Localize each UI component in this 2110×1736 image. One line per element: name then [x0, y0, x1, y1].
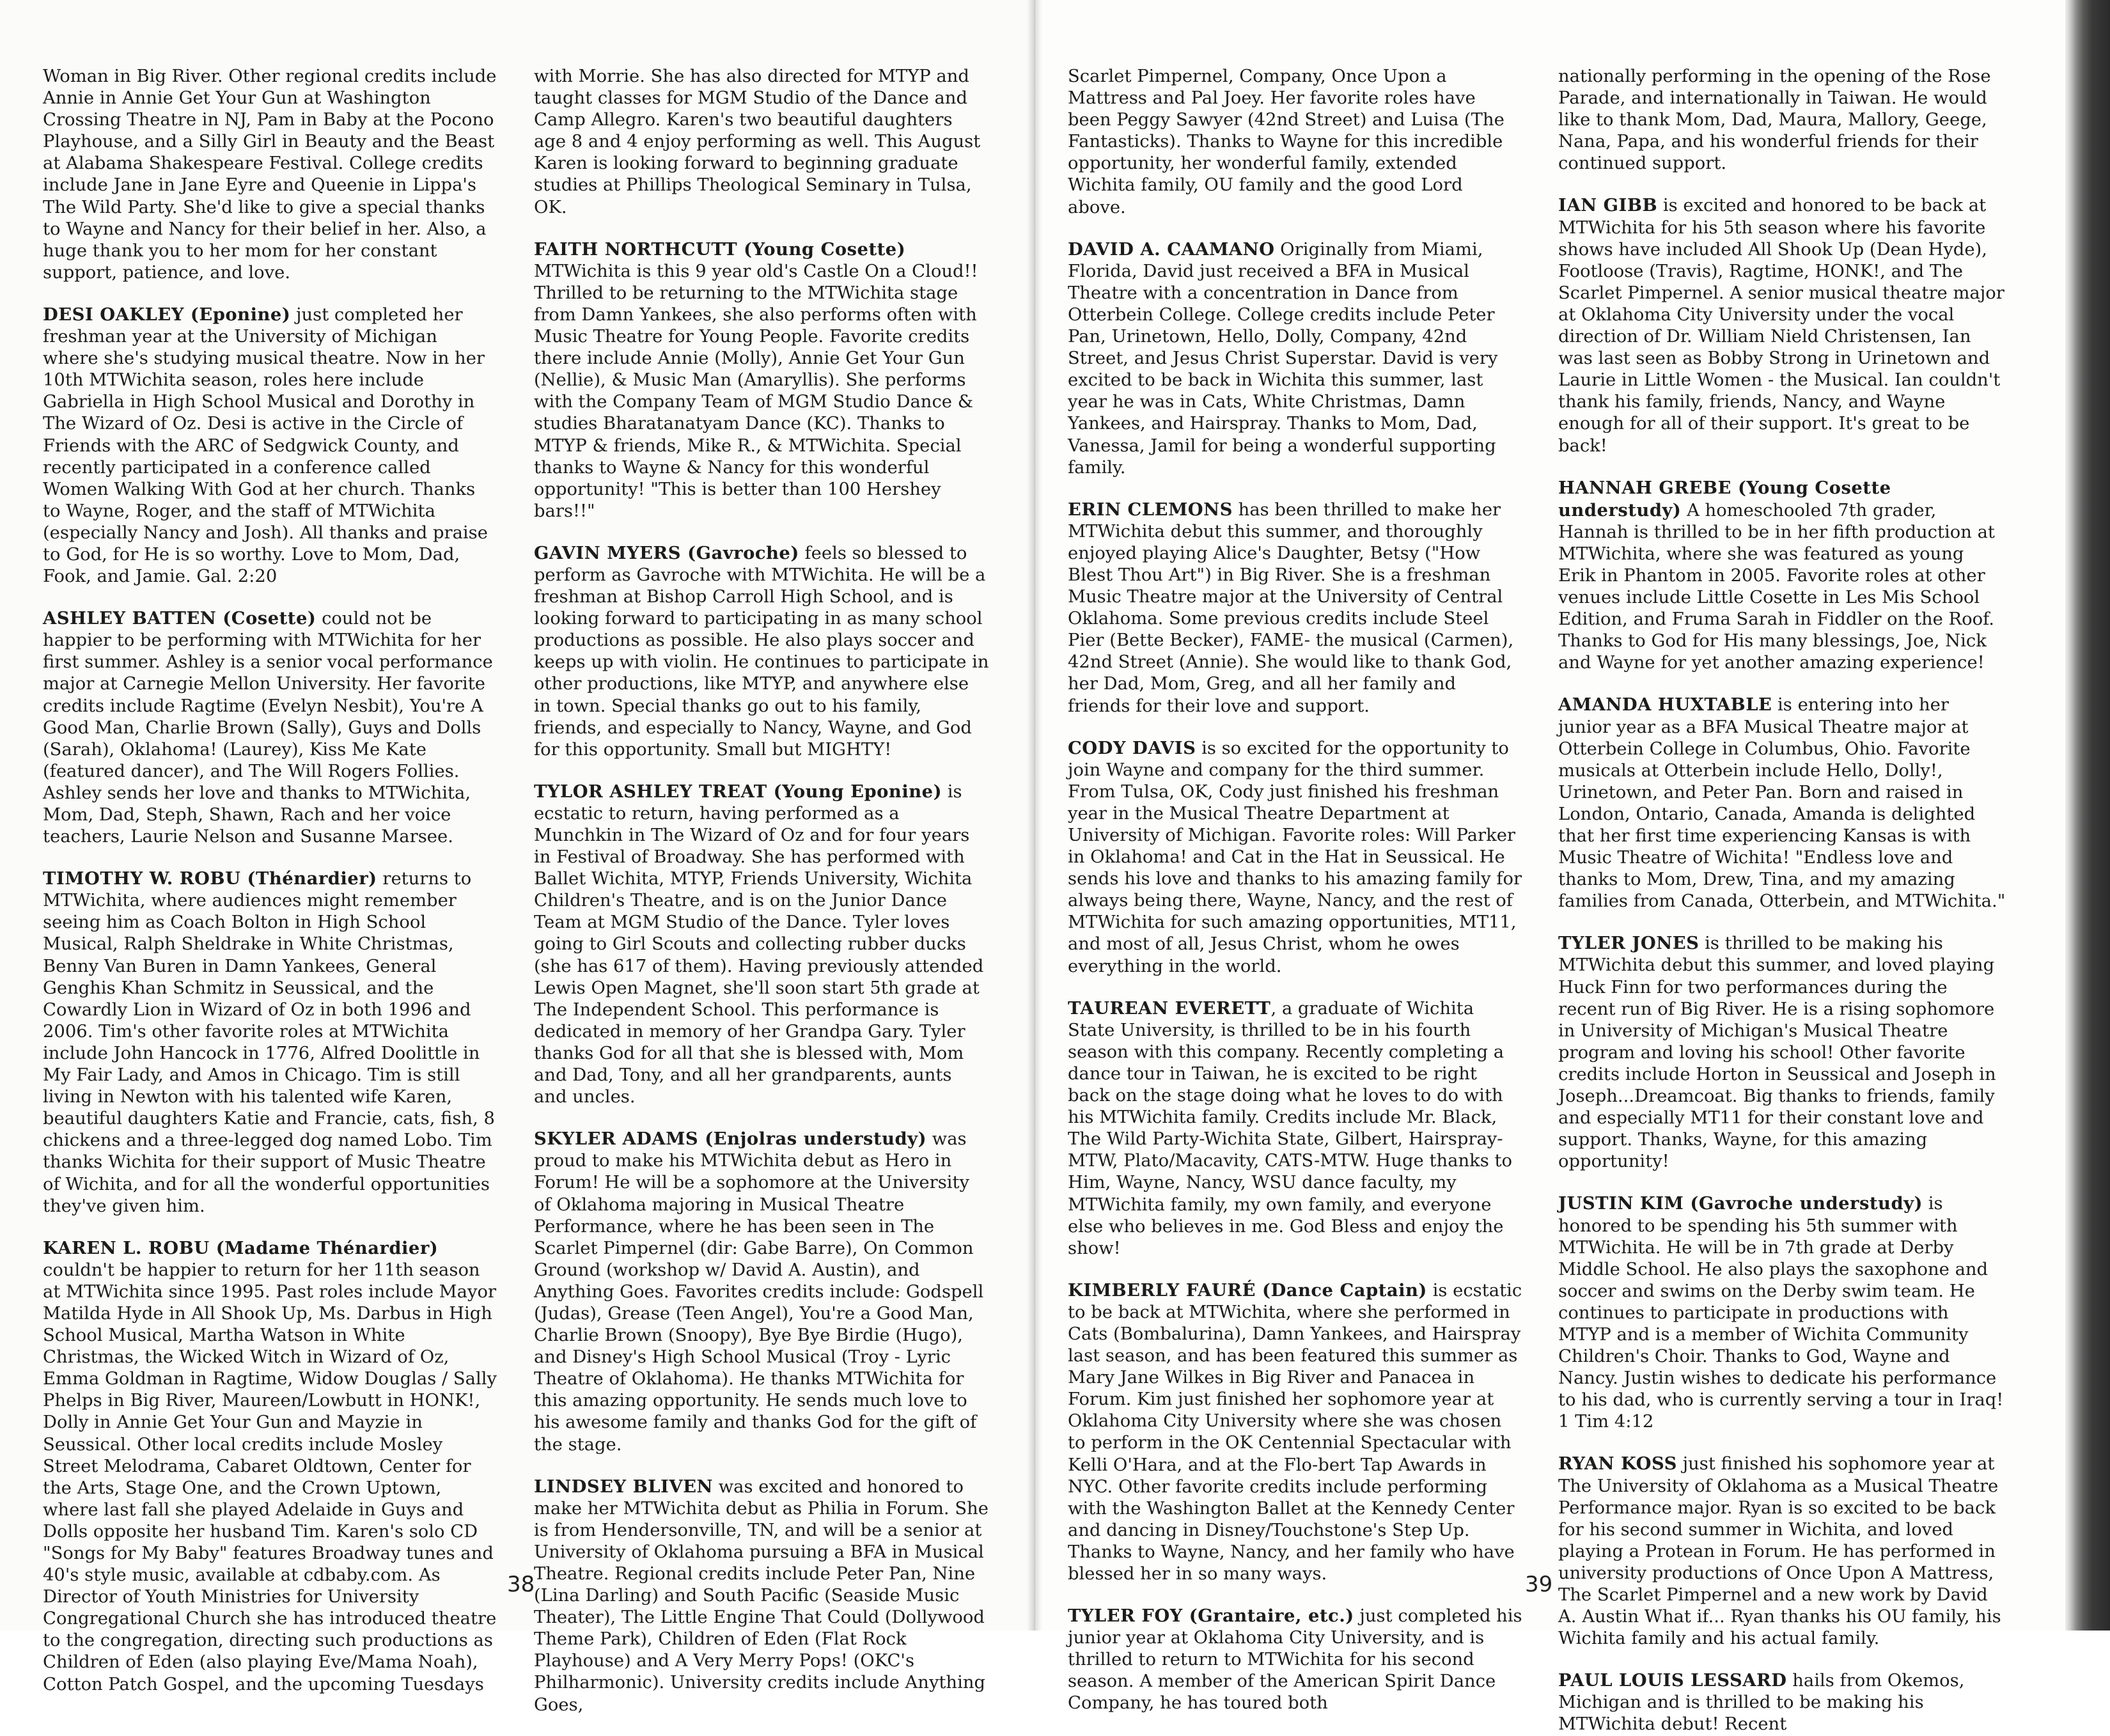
bio-text: hails from Okemos, Michigan and is thrilled to be making his MTWichita debut! Recent [1558, 1671, 1965, 1735]
bio-text: could not be happier to be performing with MTWichita for her first summer. Ashley is a senior vocal performance major at Carnegie Mellon University. Her favorite credits include Ragtime (Evelyn Nesbit), You're A Good Man, Charlie Brown (Sally), Guys and Dolls (Sarah), Oklahoma! (Laurey), Kiss Me Kate (featured dancer), and The Will Rogers Follies. Ashley sends her love and thanks to MTWichita, Mom, Dad, Steph, Shawn, Rach and her voice teachers, Laurie Nelson and Susanne Marsee. [43, 609, 493, 847]
performer-name: KAREN L. ROBU (Madame Thénardier) [43, 1237, 439, 1258]
bio-text: is so excited for the opportunity to join Wayne and company for the third summer. From Tulsa, OK, Cody just finished his freshman year in the Musical Theatre Department at University of Michigan. Favorite roles: Will Parker in Oklahoma! and Cat in the Hat in Seussical. He sends his love and thanks to his amazing family for always being there, Wayne, Nancy, and the rest of MTWichita for such amazing opportunities, MT11, and most of all, Jesus Christ, whom he owes everything in the world. [1068, 738, 1522, 976]
performer-name: GAVIN MYERS (Gavroche) [534, 542, 799, 563]
bio-entry [43, 607, 498, 848]
bio-text: just finished his sophomore year at The University of Oklahoma as a Musical Theatre Performance major. Ryan is so excited to be back for his second summer in Wichita, and loved playing a Protean in Forum. He has performed in university productions of Once Upon A Mattress, The Scarlet Pimpernel and a new work by David A. Austin What if... Ryan thanks his OU family, his Wichita family and his actual family. [1558, 1454, 2001, 1649]
book-spine [1027, 0, 1042, 1630]
performer-name: HANNAH GREBE (Young Cosette understudy) [1558, 477, 1891, 520]
bio-text: just completed his junior year at Oklahoma City University, and is thrilled to return to MTWichita for his second season. A member of the American Spirit Dance Company, he has toured both [1068, 1606, 1522, 1714]
bio-entry [1068, 1605, 1523, 1714]
bio-entry [534, 239, 989, 522]
bio-text: was excited and honored to make her MTWichita debut as Philia in Forum. She is from Hendersonville, TN, and will be a senior at University of Oklahoma pursuing a BFA in Musical Theatre. Regional credits include Peter Pan, Nine (Lina Darling) and South Pacific (Seaside Music Theater), The Little Engine That Could (Dollywood Theme Park), Children of Eden (Flat Rock Playhouse) and A Very Merry Pops! (OKC's Philharmonic). University credits include Anything Goes, [534, 1476, 989, 1715]
bio-text: , a graduate of Wichita State University, is thrilled to be in his fourth season with this company. Recently completing a dance tour in Taiwan, he is excited to be right back on the stage doing what he loves to do with his MTWichita family. Credits include Mr. Black, The Wild Party-Wichita State, Gilbert, Hairspray-MTW, Plato/Macavity, CATS-MTW. Huge thanks to Him, Wayne, Nancy, WSU dance faculty, my MTWichita family, my own family, and everyone else who believes in me. God Bless and enjoy the show! [1068, 998, 1512, 1258]
bio-entry [1068, 737, 1523, 978]
performer-name: CODY DAVIS [1068, 737, 1196, 758]
performer-name: KIMBERLY FAURÉ (Dance Captain) [1068, 1279, 1427, 1301]
bio-text: has been thrilled to make her MTWichita debut this summer, and thoroughly enjoyed playing Alice's Daughter, Betsy ("How Blest Thou Art") in Big River. She is a freshman Music Theatre major at the University of Central Oklahoma. Some previous credits include Steel Pier (Bette Becker), FAME- the musical (Carmen), 42nd Street (Annie). She would like to thank God, her Dad, Mom, Greg, and all her family and friends for their love and support. [1068, 499, 1514, 716]
bio-text: is thrilled to be making his MTWichita debut this summer, and loved playing Huck Finn for two performances during the recent run of Big River. He is a rising sophomore in University of Michigan's Musical Theatre program and loving his school! Other favorite credits include Horton in Seussical and Joseph in Joseph...Dreamcoat. Big thanks to friends, family and especially MT11 for their constant love and support. Thanks, Wayne, for this amazing opportunity! [1558, 934, 1996, 1172]
bio-continuation [1558, 66, 2006, 175]
performer-name: PAUL LOUIS LESSARD [1558, 1670, 1787, 1691]
bio-entry [43, 304, 498, 588]
bio-continuation [1068, 66, 1523, 219]
column-2 [534, 66, 989, 1715]
performer-name: ERIN CLEMONS [1068, 499, 1233, 520]
bio-entry [1558, 932, 2006, 1173]
bio-text: Woman in Big River. Other regional credits include Annie in Annie Get Your Gun at Washington Crossing Theatre in NJ, Pam in Baby at the Pocono Playhouse, and a Silly Girl in Beauty and the Beast at Alabama Shakespeare Festival. College credits include Jane in Jane Eyre and Queenie in Lippa's The Wild Party. She'd like to give a special thanks to Wayne and Nancy for their belief in her. Also, a huge thank you to her mom for her constant support, patience, and love. [43, 66, 497, 283]
bio-continuation [43, 66, 498, 284]
performer-name: ASHLEY BATTEN (Cosette) [43, 608, 316, 629]
bio-text: nationally performing in the opening of the Rose Parade, and internationally in Taiwan. He would like to thank Mom, Dad, Maura, Mallory, Geege, Nana, Papa, and his wonderful friends for their continued support. [1558, 66, 1991, 174]
column-1 [43, 66, 498, 1694]
bio-entry [1558, 694, 2006, 912]
bio-entry [1068, 997, 1523, 1260]
bio-entry [1558, 194, 2006, 457]
bio-entry [534, 1476, 989, 1716]
performer-name: SKYLER ADAMS (Enjolras understudy) [534, 1129, 927, 1150]
column-4 [1558, 66, 2006, 1735]
bio-text: MTWichita is this 9 year old's Castle On a Cloud!! Thrilled to be returning to the MTWichita stage from Damn Yankees, she also performs often with Music Theatre for Young People. Favorite credits there include Annie (Molly), Annie Get Your Gun (Nellie), & Music Man (Amaryllis). She performs with the Company Team of MGM Studio Dance & studies Bharatanatyam Dance (KC). Thanks to MTYP & friends, Mike R., & MTWichita. Special thanks to Wayne & Nancy for this wonderful opportunity! "This is better than 100 Hershey bars!!" [534, 261, 978, 521]
performer-name: DAVID A. CAAMANO [1068, 239, 1275, 260]
bio-text: Originally from Miami, Florida, David just received a BFA in Musical Theatre with a concentration in Dance from Otterbein College. College credits include Peter Pan, Urinetown, Hello, Dolly, Company, 42nd Street, and Jesus Christ Superstar. David is very excited to be back in Wichita this summer, last year he was in Cats, White Christmas, Damn Yankees, and Hairspray. Thanks to Mom, Dad, Vanessa, Jamil for being a wonderful supporting family. [1068, 239, 1498, 478]
bio-entry [1068, 1279, 1523, 1585]
performer-name: FAITH NORTHCUTT (Young Cosette) [534, 239, 906, 260]
bio-text: is honored to be spending his 5th summer with MTWichita. He will be in 7th grade at Derby Middle School. He also plays the saxophone and soccer and swims on the Derby swim team. He continues to participate in productions with MTYP and is a member of Wichita Community Children's Choir. Thanks to God, Wayne and Nancy. Justin wishes to dedicate his performance to his dad, who is currently serving a tour in Iraq! 1 Tim 4:12 [1558, 1194, 2004, 1432]
bio-text: is excited and honored to be back at MTWichita for his 5th season where his favorite shows have included All Shook Up (Dean Hyde), Footloose (Travis), Ragtime, HONK!, and The Scarlet Pimpernel. A senior musical theatre major at Oklahoma City University under the vocal direction of Dr. William Nield Christensen, Ian was last seen as Bobby Strong in Urinetown and Laurie in Little Women - the Musical. Ian couldn't thank his family, friends, Nancy, and Wayne enough for all of their support. It's great to be back! [1558, 196, 2004, 456]
page-number-right: 39 [1525, 1572, 1553, 1597]
performer-name: DESI OAKLEY (Eponine) [43, 304, 291, 325]
performer-name: RYAN KOSS [1558, 1453, 1677, 1474]
column-3 [1068, 66, 1523, 1714]
bio-text: couldn't be happier to return for her 11th season at MTWichita since 1995. Past roles include Mayor Matilda Hyde in All Shook Up, Ms. Darbus in High School Musical, Martha Watson in White Christmas, the Wicked Witch in Wizard of Oz, Emma Goldman in Ragtime, Widow Douglas / Sally Phelps in Big River, Maureen/Lowbutt in HONK!, Dolly in Annie Get Your Gun and Mayzie in Seussical. Other local credits include Mosley Street Melodrama, Cabaret Oldtown, Center for the Arts, Stage One, and the Crown Uptown, where last fall she played Adelaide in Guys and Dolls opposite her husband Tim. Karen's solo CD "Songs for My Baby" features Broadway tunes and 40's style music, available at cdbaby.com. As Director of Youth Ministries for University Congregational Church she has introduced theatre to the congregation, directing such productions as Children of Eden (also playing Eve/Mama Noah), Cotton Patch Gospel, and the upcoming Tuesdays [43, 1260, 497, 1694]
bio-entry [1558, 1193, 2006, 1433]
bio-entry [1558, 1453, 2006, 1650]
bio-text: is ecstatic to return, having performed as a Munchkin in The Wizard of Oz and for four years in Festival of Broadway. She has performed with Ballet Wichita, MTYP, Friends University, Wichita Children's Theatre, and is on the Junior Dance Team at MGM Studio of the Dance. Tyler loves going to Girl Scouts and collecting rubber ducks (she has 617 of them). Having previously attended Lewis Open Magnet, she'll soon start 5th grade at The Independent School. This performance is dedicated in memory of her Grandpa Gary. Tyler thanks God for all that she is blessed with, Mom and Dad, Tony, and all her grandparents, aunts and uncles. [534, 781, 984, 1107]
bio-text: returns to MTWichita, where audiences might remember seeing him as Coach Bolton in High School Musical, Ralph Sheldrake in White Christmas, Benny Van Buren in Damn Yankees, General Genghis Khan Schmitz in Seussical, and the Cowardly Lion in Wizard of Oz in both 1996 and 2006. Tim's other favorite roles at MTWichita include John Hancock in 1776, Alfred Doolittle in My Fair Lady, and Amos in Chicago. Tim is still living in Newton with his talented wife Karen, beautiful daughters Katie and Francie, cats, fish, 8 chickens and a three-legged dog named Lobo. Tim thanks Wichita for their support of Music Theatre of Wichita, and for all the wonderful opportunities they've given him. [43, 869, 495, 1216]
scan-edge-shadow [2065, 0, 2110, 1630]
performer-name: TIMOTHY W. ROBU (Thénardier) [43, 868, 377, 889]
performer-name: AMANDA HUXTABLE [1558, 694, 1772, 716]
bio-text: A homeschooled 7th grader, Hannah is thrilled to be in her fifth production at MTWichita, where she was featured as young Erik in Phantom in 2005. Favorite roles at other venues include Little Cosette in Les Mis School Edition, and Fruma Sarah in Fiddler on the Roof. Thanks to God for His many blessings, Joe, Nick and Wayne for yet another amazing experience! [1558, 500, 1995, 673]
performer-name: JUSTIN KIM (Gavroche understudy) [1558, 1193, 1923, 1214]
bio-entry [43, 1237, 498, 1696]
performer-name: TAUREAN EVERETT [1068, 997, 1271, 1019]
bio-text: is entering into her junior year as a BFA Musical Theatre major at Otterbein College in Columbus, Ohio. Favorite musicals at Otterbein include Hello, Dolly!, Urinetown, and Peter Pan. Born and raised in London, Ontario, Canada, Amanda is delighted that her first time experiencing Kansas is with Music Theatre of Wichita! "Endless love and thanks to Mom, Drew, Tina, and my amazing families from Canada, Otterbein, and MTWichita." [1558, 695, 2006, 912]
page-number-left: 38 [507, 1572, 535, 1597]
bio-text: was proud to make his MTWichita debut as Hero in Forum! He will be a sophomore at the University of Oklahoma majoring in Musical Theatre Performance, where he has been seen in The Scarlet Pimpernel (dir: Gabe Barre), On Common Ground (workshop w/ David A. Austin), and Anything Goes. Favorites credits include: Godspell (Judas), Grease (Teen Angel), You're a Good Man, Charlie Brown (Snoopy), Bye Bye Birdie (Hugo), and Disney's High School Musical (Troy - Lyric Theatre of Oklahoma). He thanks MTWichita for this amazing opportunity. He sends much love to his awesome family and thanks God for the gift of the stage. [534, 1129, 984, 1455]
bio-text: just completed her freshman year at the University of Michigan where she's studying musical theatre. Now in her 10th MTWichita season, roles here include Gabriella in High School Musical and Dorothy in The Wizard of Oz. Desi is active in the Circle of Friends with the ARC of Sedgwick County, and recently participated in a conference called Women Walking With God at her church. Thanks to Wayne, Roger, and the staff of MTWichita (especially Nancy and Josh). All thanks and praise to God, for He is so worthy. Love to Mom, Dad, Fook, and Jamie. Gal. 2:20 [43, 304, 488, 587]
bio-entry [1068, 239, 1523, 479]
bio-entry [534, 542, 989, 761]
bio-entry [534, 781, 989, 1108]
bio-continuation [534, 66, 989, 219]
bio-entry [1558, 1670, 2006, 1735]
performer-name: IAN GIBB [1558, 195, 1658, 216]
performer-name: TYLER JONES [1558, 933, 1700, 954]
bio-text: Scarlet Pimpernel, Company, Once Upon a Mattress and Pal Joey. Her favorite roles have been Peggy Sawyer (42nd Street) and Luisa (The Fantasticks). Thanks to Wayne for this incredible opportunity, her wonderful family, extended Wichita family, OU family and the good Lord above. [1068, 66, 1504, 217]
performer-name: TYLER FOY (Grantaire, etc.) [1068, 1606, 1354, 1627]
performer-name: LINDSEY BLIVEN [534, 1476, 713, 1497]
bio-entry [1068, 499, 1523, 717]
bio-text: is ecstatic to be back at MTWichita, where she performed in Cats (Bombalurina), Damn Yankees, and Hairspray last season, and has been featured this summer as Mary Jane Wilkes in Big River and Panacea in Forum. Kim just finished her sophomore year at Oklahoma City University where she was chosen to perform in the OK Centennial Spectacular with Kelli O'Hara, and at the Flo-bert Tap Awards in NYC. Other favorite credits include performing with the Washington Ballet at the Kennedy Center and dancing in Disney/Touchstone's Step Up. Thanks to Wayne, Nancy, and her family who have blessed her in so many ways. [1068, 1280, 1522, 1584]
bio-text: with Morrie. She has also directed for MTYP and taught classes for MGM Studio of the Dance and Camp Allegro. Karen's two beautiful daughters age 8 and 4 enjoy performing as well. This August Karen is looking forward to beginning graduate studies at Phillips Theological Seminary in Tulsa, OK. [534, 66, 981, 217]
bio-entry [1558, 477, 2006, 675]
bio-entry [534, 1128, 989, 1455]
bio-text: feels so blessed to perform as Gavroche with MTWichita. He will be a freshman at Bishop Carroll High School, and is looking forward to participating in as many school productions as possible. He also plays soccer and keeps up with violin. He continues to participate in other productions, like MTYP, and anywhere else in town. Special thanks go out to his family, friends, and especially to Nancy, Wayne, and God for this opportunity. Small but MIGHTY! [534, 543, 989, 760]
performer-name: TYLOR ASHLEY TREAT (Young Eponine) [534, 781, 942, 802]
bio-entry [43, 868, 498, 1217]
